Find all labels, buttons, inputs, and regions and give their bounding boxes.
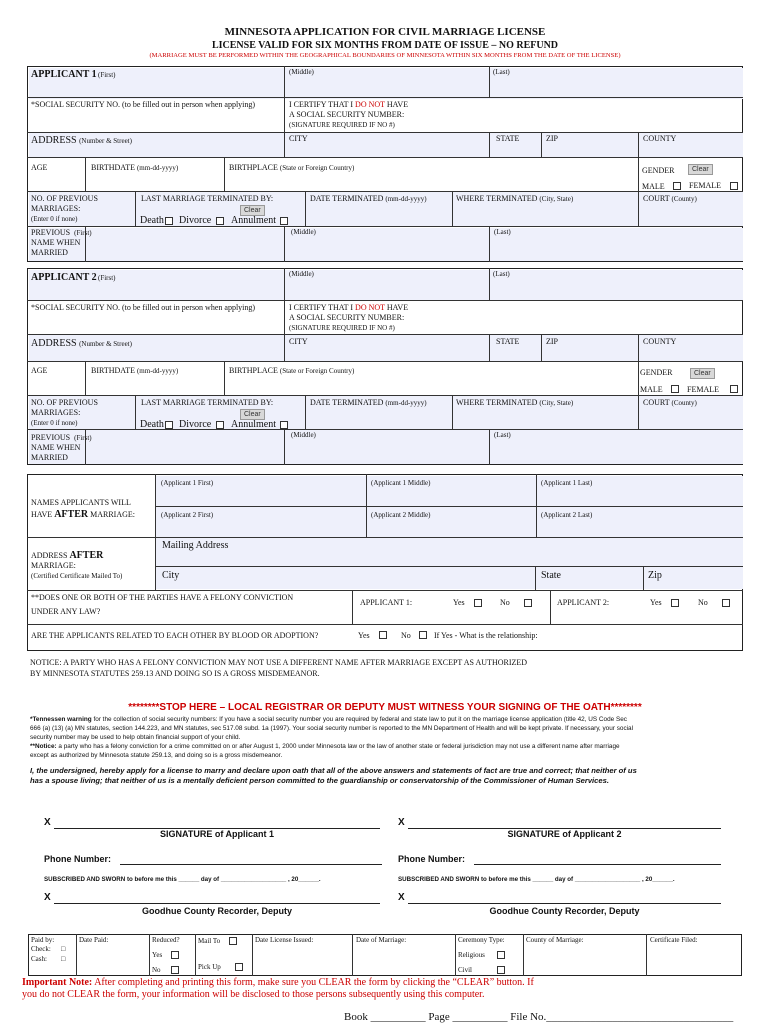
- notice-line-2: BY MINNESOTA STATUTES 259.13 AND DOING SO IS A GROSS MISDEMEANOR.: [30, 669, 320, 678]
- after-a2-last-label: (Applicant 2 Last): [541, 511, 593, 519]
- felony-applicant2-label: APPLICANT 2:: [557, 598, 610, 607]
- applicant1-certify-2: A SOCIAL SECURITY NUMBER:: [289, 110, 405, 119]
- felony-a1-no-label: No: [500, 598, 510, 607]
- phone1-line[interactable]: [120, 864, 382, 865]
- sig1-x-mark: X: [44, 817, 51, 828]
- applicant1-sig-required: (SIGNATURE REQUIRED IF NO #): [289, 121, 395, 129]
- felony-a1-yes-checkbox[interactable]: [474, 599, 482, 607]
- applicant1-prev-marriages-2: MARRIAGES:: [31, 204, 81, 213]
- after-zip-label: Zip: [648, 570, 662, 581]
- geography-note: (MARRIAGE MUST BE PERFORMED WITHIN THE GEOGRAPHICAL BOUNDARIES OF MINNESOTA WITHIN SIX MONTHS FROM THE DATE OF THE LICENSE): [149, 52, 621, 59]
- important-note: Important Note: After completing and printing this form, make sure you CLEAR the form by clicking the “CLEAR” button. If: [22, 977, 534, 988]
- applicant2-death-checkbox[interactable]: [165, 421, 173, 429]
- applicant2-previous-middle: (Middle): [291, 431, 316, 439]
- applicant1-first-label: (First): [98, 71, 116, 79]
- stop-here-banner: ********STOP HERE – LOCAL REGISTRAR OR DEPUTY MUST WITNESS YOUR SIGNING OF THE OATH********: [128, 702, 642, 713]
- after-a1-middle-label: (Applicant 1 Middle): [371, 479, 431, 487]
- after-city-label: City: [162, 570, 180, 581]
- applicant2-previous-last: (Last): [494, 431, 511, 439]
- applicant1-termination-clear-button[interactable]: Clear: [240, 205, 265, 216]
- office-paid-by: Paid by:: [31, 936, 55, 944]
- applicant1-city-label: CITY: [289, 134, 308, 143]
- applicant2-previous-3: MARRIED: [31, 453, 68, 462]
- after-a1-last-label: (Applicant 1 Last): [541, 479, 593, 487]
- oath-line-2: has a spouse living; that neither of us is a mentally deficient person committed to the guardianship or conservatorship of the Commissioner of Human Services.: [30, 776, 609, 785]
- applicant1-female-checkbox[interactable]: [730, 182, 738, 190]
- related-yes-label: Yes: [358, 631, 370, 640]
- address-after-label-2: MARRIAGE:: [31, 561, 76, 570]
- applicant2-previous-2: NAME WHEN: [31, 443, 81, 452]
- applicant2-annulment-label: Annulment: [231, 419, 276, 430]
- applicant1-previous-2: NAME WHEN: [31, 238, 81, 247]
- office-civil: Civil: [458, 966, 473, 974]
- applicant2-ssn-label: *SOCIAL SECURITY NO. (to be filled out in person when applying): [31, 303, 256, 312]
- applicant2-first-label: (First): [98, 274, 116, 282]
- office-mail-to: Mail To: [198, 937, 221, 945]
- tennessen-warning-3: security number may be used to help obtain financial support of your child.: [30, 734, 241, 741]
- applicant1-address-label: ADDRESS (Number & Street): [31, 135, 132, 146]
- office-cash-box[interactable]: □: [61, 955, 66, 963]
- book-page-file: Book __________ Page __________ File No.__________________________________: [344, 1011, 734, 1023]
- office-civil-checkbox[interactable]: [497, 966, 505, 974]
- office-check-label: Check:: [31, 945, 51, 953]
- applicant1-annulment-label: Annulment: [231, 215, 276, 226]
- applicant1-ssn-label: *SOCIAL SECURITY NO. (to be filled out in person when applying): [31, 100, 256, 109]
- office-date-paid: Date Paid:: [79, 936, 109, 944]
- after-a2-middle-label: (Applicant 2 Middle): [371, 511, 431, 519]
- tennessen-warning: *Tennessen warning for the collection of social security numbers: If you have a social security number you are required by federal and state law to put it on the marriage license application (title 42, US Code Sec: [30, 716, 627, 723]
- applicant2-last-marriage-label: LAST MARRIAGE TERMINATED BY:: [141, 398, 274, 407]
- applicant1-death-checkbox[interactable]: [165, 217, 173, 225]
- applicant1-gender-label: GENDER: [642, 166, 675, 175]
- oath-line-1: I, the undersigned, hereby apply for a license to marry and declare upon oath that all of the above answers and statements of fact are true and correct; that neither of us: [30, 766, 637, 775]
- address-after-label: ADDRESS AFTER: [31, 550, 104, 561]
- applicant1-last-label: (Last): [493, 68, 510, 76]
- deputy2-line[interactable]: [408, 903, 721, 904]
- felony-a1-no-checkbox[interactable]: [524, 599, 532, 607]
- applicant2-certify-2: A SOCIAL SECURITY NUMBER:: [289, 313, 405, 322]
- applicant1-date-terminated-label: DATE TERMINATED (mm-dd-yyyy): [310, 194, 427, 203]
- applicant1-court-label: COURT (County): [643, 194, 697, 203]
- deputy1-x-mark: X: [44, 892, 51, 903]
- applicant2-age-label: AGE: [31, 366, 48, 375]
- related-yes-checkbox[interactable]: [379, 631, 387, 639]
- applicant2-male-label: MALE: [640, 385, 663, 394]
- applicant2-gender-label: GENDER: [640, 368, 673, 377]
- applicant2-divorce-checkbox[interactable]: [216, 421, 224, 429]
- felony-question: **DOES ONE OR BOTH OF THE PARTIES HAVE A FELONY CONVICTION: [31, 593, 294, 602]
- office-cert-filed: Certificate Filed:: [650, 936, 698, 944]
- applicant1-death-label: Death: [140, 215, 164, 226]
- sig2-label: SIGNATURE of Applicant 2: [507, 829, 622, 839]
- office-religious: Religious: [458, 951, 485, 959]
- office-cash-label: Cash:: [31, 955, 47, 963]
- applicant2-middle-label: (Middle): [289, 270, 314, 278]
- applicant1-birthplace-label: BIRTHPLACE (State or Foreign Country): [229, 163, 355, 172]
- sworn2: SUBSCRIBED AND SWORN to before me this ______ day of ___________________ , 20______.: [398, 876, 675, 883]
- address-after-label-3: (Certified Certificate Mailed To): [31, 572, 123, 580]
- applicant1-birthdate-label: BIRTHDATE (mm-dd-yyyy): [91, 163, 179, 172]
- mailing-address-label: Mailing Address: [162, 540, 229, 551]
- applicant2-death-label: Death: [140, 419, 164, 430]
- applicant1-prev-marriages: NO. OF PREVIOUS: [31, 194, 98, 203]
- applicant2-zip-label: ZIP: [546, 337, 558, 346]
- applicant1-gender-clear-button[interactable]: Clear: [688, 164, 713, 175]
- related-question: ARE THE APPLICANTS RELATED TO EACH OTHER BY BLOOD OR ADOPTION?: [31, 631, 319, 640]
- applicant2-county-label: COUNTY: [643, 337, 677, 346]
- applicant2-where-terminated-label: WHERE TERMINATED (City, State): [456, 398, 574, 407]
- form-subtitle: LICENSE VALID FOR SIX MONTHS FROM DATE OF ISSUE – NO REFUND: [211, 40, 559, 51]
- applicant2-birthdate-label: BIRTHDATE (mm-dd-yyyy): [91, 366, 179, 375]
- applicant1-male-checkbox[interactable]: [673, 182, 681, 190]
- applicant2-female-label: FEMALE: [687, 385, 719, 394]
- names-after-label: NAMES APPLICANTS WILL: [31, 498, 131, 507]
- deputy1-line[interactable]: [54, 903, 380, 904]
- applicant1-where-terminated-label: WHERE TERMINATED (City, State): [456, 194, 574, 203]
- felony-a2-no-label: No: [698, 598, 708, 607]
- applicant2-female-checkbox[interactable]: [730, 385, 738, 393]
- office-pick-up: Pick Up: [198, 963, 221, 971]
- office-reduced: Reduced?: [152, 936, 180, 944]
- applicant1-last-marriage-label: LAST MARRIAGE TERMINATED BY:: [141, 194, 274, 203]
- felony-notice-2: except as authorized by Minnesota statute 259.13, and doing so is a gross misdemeanor.: [30, 752, 283, 759]
- applicant1-county-label: COUNTY: [643, 134, 677, 143]
- applicant1-annulment-checkbox[interactable]: [280, 217, 288, 225]
- office-reduced-yes-checkbox[interactable]: [171, 951, 179, 959]
- applicant1-female-label: FEMALE: [689, 181, 721, 190]
- related-no-label: No: [401, 631, 411, 640]
- applicant1-previous-last: (Last): [494, 228, 511, 236]
- office-ceremony-type: Ceremony Type:: [458, 936, 505, 944]
- applicant1-previous-middle: (Middle): [291, 228, 316, 236]
- applicant2-last-label: (Last): [493, 270, 510, 278]
- applicant1-label: APPLICANT 1: [31, 69, 97, 80]
- important-note-2: you do not CLEAR the form, your information will be disclosed to those persons subsequently using this computer.: [22, 989, 485, 1000]
- office-religious-checkbox[interactable]: [497, 951, 505, 959]
- applicant2-certify: I CERTIFY THAT I DO NOT HAVE: [289, 303, 409, 312]
- applicant1-prev-marriages-3: (Enter 0 if none): [31, 215, 78, 223]
- felony-question-2: UNDER ANY LAW?: [31, 607, 101, 616]
- notice-line-1: NOTICE: A PARTY WHO HAS A FELONY CONVICTION MAY NOT USE A DIFFERENT NAME AFTER MARRIAGE EXCEPT AS AUTHORIZED: [30, 658, 528, 667]
- applicant2-gender-clear-button[interactable]: Clear: [690, 368, 715, 379]
- applicant2-prev-marriages-3: (Enter 0 if none): [31, 419, 78, 427]
- related-no-checkbox[interactable]: [419, 631, 427, 639]
- applicant1-middle-label: (Middle): [289, 68, 314, 76]
- office-county-marriage: County of Marriage:: [526, 936, 584, 944]
- applicant1-state-label: STATE: [496, 134, 520, 143]
- applicant1-divorce-checkbox[interactable]: [216, 217, 224, 225]
- phone1-label: Phone Number:: [44, 854, 112, 864]
- applicant2-birthplace-label: BIRTHPLACE (State or Foreign Country): [229, 366, 355, 375]
- names-after-label-2: HAVE AFTER MARRIAGE:: [31, 509, 135, 520]
- office-reduced-no-checkbox[interactable]: [171, 966, 179, 974]
- after-state-label: State: [541, 570, 561, 581]
- applicant2-annulment-checkbox[interactable]: [280, 421, 288, 429]
- applicant2-prev-marriages: NO. OF PREVIOUS: [31, 398, 98, 407]
- applicant2-male-checkbox[interactable]: [671, 385, 679, 393]
- applicant2-address-label: ADDRESS (Number & Street): [31, 338, 132, 349]
- office-pick-up-checkbox[interactable]: [235, 963, 243, 971]
- office-reduced-no: No: [152, 966, 161, 974]
- applicant1-male-label: MALE: [642, 182, 665, 191]
- applicant1-zip-label: ZIP: [546, 134, 558, 143]
- sworn1: SUBSCRIBED AND SWORN to before me this ______ day of ___________________ , 20______.: [44, 876, 321, 883]
- applicant2-date-terminated-label: DATE TERMINATED (mm-dd-yyyy): [310, 398, 427, 407]
- applicant1-divorce-label: Divorce: [179, 215, 212, 226]
- applicant2-court-label: COURT (County): [643, 398, 697, 407]
- deputy2-label: Goodhue County Recorder, Deputy: [489, 906, 640, 916]
- applicant2-city-label: CITY: [289, 337, 308, 346]
- applicant1-previous-3: MARRIED: [31, 248, 68, 257]
- office-date-marriage: Date of Marriage:: [356, 936, 407, 944]
- sig1-label: SIGNATURE of Applicant 1: [159, 829, 274, 839]
- office-mail-to-checkbox[interactable]: [229, 937, 237, 945]
- applicant1-age-label: AGE: [31, 163, 48, 172]
- applicant2-previous-label: PREVIOUS (First): [31, 433, 92, 442]
- felony-a2-no-checkbox[interactable]: [722, 599, 730, 607]
- tennessen-warning-2: 666 (a) (13) (a) MN statutes, section 144.223, and MN statutes, sec 517.08 subd. 1a (1997). Your social security number is reported to the MN Department of Health and will be kept private. If necessary, your social: [30, 725, 634, 732]
- applicant2-label: APPLICANT 2: [31, 272, 97, 283]
- relationship-label: If Yes - What is the relationship:: [434, 631, 538, 640]
- felony-a1-yes-label: Yes: [453, 598, 465, 607]
- felony-a2-yes-label: Yes: [650, 598, 662, 607]
- office-reduced-yes: Yes: [152, 951, 163, 959]
- felony-applicant1-label: APPLICANT 1:: [360, 598, 413, 607]
- applicant1-certify: I CERTIFY THAT I DO NOT HAVE: [289, 100, 409, 109]
- office-check-box[interactable]: □: [61, 945, 66, 953]
- applicant2-prev-marriages-2: MARRIAGES:: [31, 408, 81, 417]
- phone2-label: Phone Number:: [398, 854, 466, 864]
- after-a1-first-label: (Applicant 1 First): [161, 479, 214, 487]
- office-date-issued: Date License Issued:: [255, 936, 314, 944]
- felony-notice: **Notice: a party who has a felony conviction for a crime committed on or after August 1, 2000 under Minnesota law or the law of another state or federal jurisdiction may not use a different name after marriage: [30, 743, 620, 750]
- applicant2-sig-required: (SIGNATURE REQUIRED IF NO #): [289, 324, 395, 332]
- applicant1-previous-label: PREVIOUS (First): [31, 228, 92, 237]
- form-title: MINNESOTA APPLICATION FOR CIVIL MARRIAGE LICENSE: [224, 26, 546, 38]
- applicant2-termination-clear-button[interactable]: Clear: [240, 409, 265, 420]
- applicant2-state-label: STATE: [496, 337, 520, 346]
- after-a2-first-label: (Applicant 2 First): [161, 511, 214, 519]
- applicant2-divorce-label: Divorce: [179, 419, 212, 430]
- sig2-x-mark: X: [398, 817, 405, 828]
- phone2-line[interactable]: [474, 864, 721, 865]
- deputy2-x-mark: X: [398, 892, 405, 903]
- felony-a2-yes-checkbox[interactable]: [671, 599, 679, 607]
- deputy1-label: Goodhue County Recorder, Deputy: [141, 906, 292, 916]
